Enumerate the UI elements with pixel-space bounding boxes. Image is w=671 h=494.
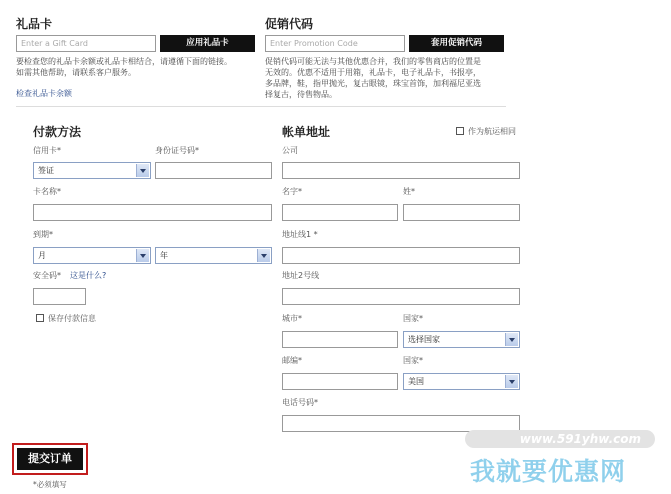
expiry-label: 到期* — [33, 230, 53, 239]
gift-card-input[interactable]: Enter a Gift Card — [16, 35, 156, 52]
credit-card-value: 签证 — [38, 166, 54, 175]
same-as-shipping-checkbox[interactable] — [456, 127, 464, 135]
chevron-down-icon — [505, 333, 518, 346]
address2-label: 地址2号线 — [282, 271, 320, 280]
gift-card-title: 礼品卡 — [16, 17, 53, 31]
country2-label: 国家* — [403, 356, 423, 365]
first-name-label: 名字* — [282, 187, 302, 196]
card-name-input[interactable] — [33, 204, 272, 221]
promo-code-input[interactable]: Enter Promotion Code — [265, 35, 405, 52]
last-name-label: 姓* — [403, 187, 415, 196]
promo-desc-4: 择复古，待售物品。 — [265, 90, 337, 99]
chevron-down-icon — [505, 375, 518, 388]
credit-card-select[interactable] — [33, 162, 151, 179]
chevron-down-icon — [136, 164, 149, 177]
apply-promo-button[interactable]: 套用促销代码 — [409, 35, 504, 52]
first-name-input[interactable] — [282, 204, 398, 221]
promo-desc-3: 多品牌，鞋，指甲抛光，复古眼镜，珠宝首饰，加利福尼亚选 — [265, 79, 481, 88]
city-label: 城市* — [282, 314, 302, 323]
security-code-input[interactable] — [33, 288, 86, 305]
payment-title: 付款方法 — [33, 125, 82, 139]
required-note: *必须填写 — [33, 480, 67, 489]
promo-desc-2: 无效的。优惠不适用于用箱，礼品卡，电子礼品卡，书报亭， — [265, 68, 481, 77]
security-code-label: 安全码* — [33, 271, 61, 280]
country-label: 国家* — [403, 314, 423, 323]
city-input[interactable] — [282, 331, 398, 348]
expiry-year-select[interactable] — [155, 247, 272, 264]
country-select[interactable] — [403, 331, 520, 348]
promo-desc-1: 促销代码可能无法与其他优惠合并，我们的零售商店的位置是 — [265, 57, 481, 66]
billing-title: 帐单地址 — [282, 125, 331, 139]
submit-order-highlight — [12, 443, 88, 475]
whats-this-link[interactable]: 这是什么? — [70, 271, 107, 280]
credit-card-label: 信用卡* — [33, 146, 61, 155]
check-balance-link[interactable]: 检查礼品卡余额 — [16, 89, 72, 98]
gift-card-desc-2: 如需其他帮助，请联系客户服务。 — [16, 68, 136, 77]
zip-input[interactable] — [282, 373, 398, 390]
expiry-month-value: 月 — [38, 251, 46, 260]
id-number-label: 身份证号码* — [155, 146, 199, 155]
last-name-input[interactable] — [403, 204, 520, 221]
address1-label: 地址线1 * — [282, 230, 318, 239]
address1-input[interactable] — [282, 247, 520, 264]
phone-label: 电话号码* — [282, 398, 318, 407]
chevron-down-icon — [136, 249, 149, 262]
promo-title: 促销代码 — [265, 17, 314, 31]
id-number-input[interactable] — [155, 162, 272, 179]
chevron-down-icon — [257, 249, 270, 262]
expiry-month-select[interactable] — [33, 247, 151, 264]
submit-order-button[interactable]: 提交订单 — [17, 448, 83, 470]
country-value: 选择国家 — [408, 335, 440, 344]
watermark-text: 我就要优惠网 — [470, 457, 627, 486]
watermark-url: www.591yhw.com — [465, 430, 655, 448]
gift-card-desc-1: 要检查您的礼品卡余额或礼品卡相结合，请遵循下面的链接。 — [16, 57, 232, 66]
expiry-year-value: 年 — [160, 251, 168, 260]
same-as-shipping-label: 作为航运相同 — [468, 127, 516, 136]
save-payment-checkbox[interactable] — [36, 314, 44, 322]
company-label: 公司 — [282, 146, 298, 155]
save-payment-label: 保存付款信息 — [48, 314, 96, 323]
company-input[interactable] — [282, 162, 520, 179]
divider — [16, 106, 506, 107]
apply-gift-card-button[interactable]: 应用礼品卡 — [160, 35, 255, 52]
zip-label: 邮编* — [282, 356, 302, 365]
country2-value: 美国 — [408, 377, 424, 386]
card-name-label: 卡名称* — [33, 187, 61, 196]
address2-input[interactable] — [282, 288, 520, 305]
country2-select[interactable] — [403, 373, 520, 390]
